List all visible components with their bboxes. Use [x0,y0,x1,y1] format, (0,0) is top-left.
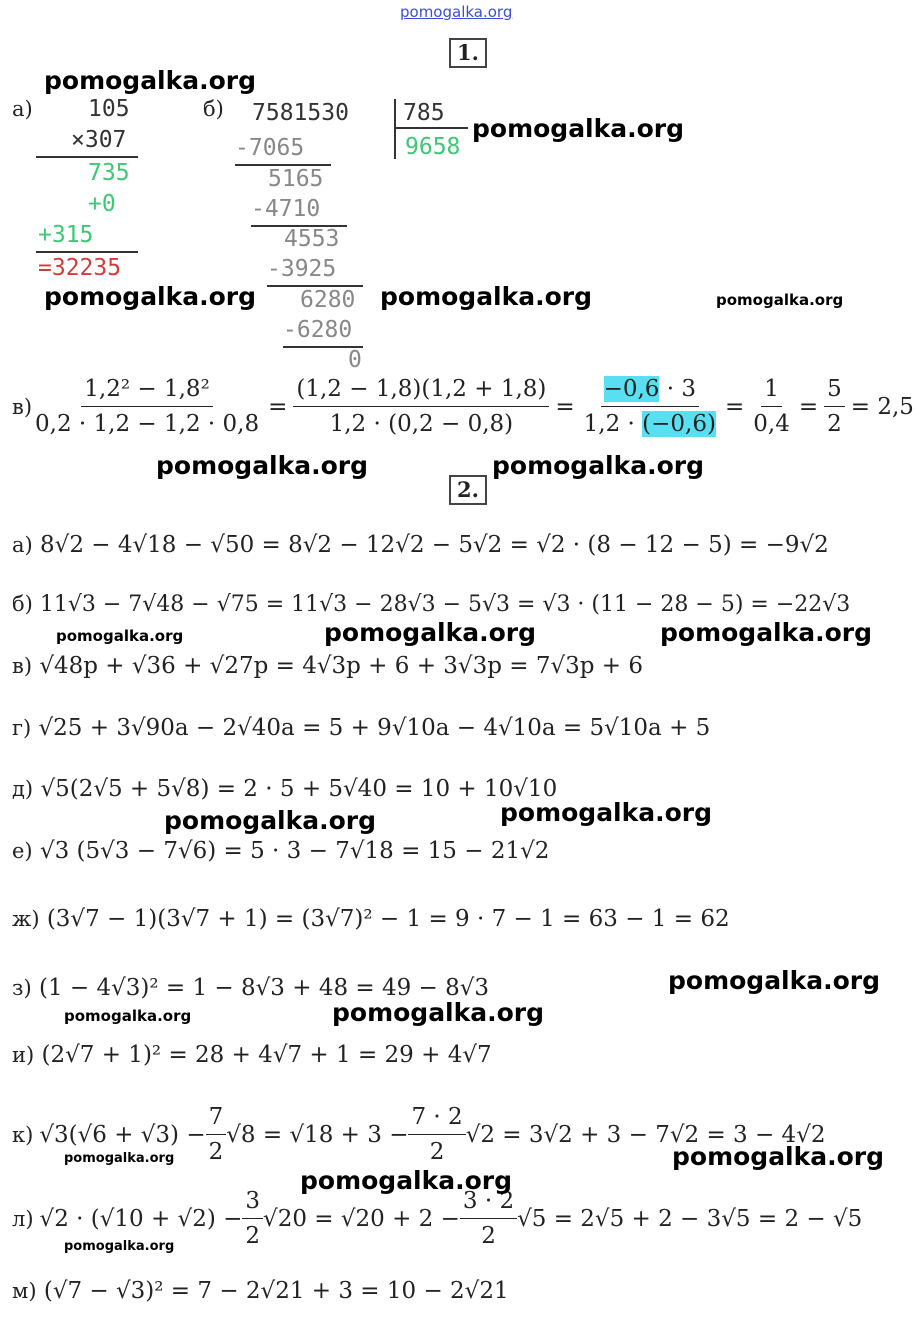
final-result: = 2,5 [850,393,914,420]
watermark: pomogalka.org [672,1142,885,1171]
task2-k-fraction-1-numerator: 7 [206,1100,227,1135]
highlight-paren-minus-0-6: (−0,6) [642,411,716,437]
task2-line-zh [12,906,730,932]
task2-m-expr: (√7 − √3)² = 7 − 2√21 + 3 = 10 − 2√21 [43,1278,509,1304]
task2-e-label: е) [12,839,33,863]
task2-d-expr: √5(2√5 + 5√8) = 2 · 5 + 5√40 = 10 + 10√10 [40,776,558,802]
fraction-3-numerator-rest: · 3 [659,376,697,402]
highlight-minus-0-6: −0,6 [603,376,660,402]
task2-l-fraction-1 [242,1184,263,1253]
watermark: pomogalka.org [380,282,593,311]
watermark: pomogalka.org [324,618,537,647]
equals-sign: = [798,393,819,420]
watermark: pomogalka.org [492,451,705,480]
task2-line-b [12,592,850,617]
division-step-1: -7065 [235,135,305,161]
task2-b-expr: 11√3 − 7√48 − √75 = 11√3 − 28√3 − 5√3 = √3 · (11 − 28 − 5) = −22√3 [39,592,851,617]
task2-k-label: к) [12,1122,34,1147]
task2-l-fraction-2-denominator: 2 [481,1223,496,1249]
task2-k-fraction-2-denominator: 2 [429,1139,445,1165]
task2-l-part1: √2 · (√10 + √2) − [39,1205,243,1232]
fraction-5 [824,372,845,441]
task2-k-part3: √2 = 3√2 + 3 − 7√2 = 3 − 4√2 [465,1121,826,1148]
task2-k-fraction-1 [206,1100,227,1169]
task2-line-e [12,838,549,864]
fraction-1-denominator: 0,2 · 1,2 − 1,2 · 0,8 [35,411,260,437]
equals-sign: = [555,393,575,420]
watermark: pomogalka.org [668,966,881,995]
task2-l-fraction-1-denominator: 2 [245,1223,261,1249]
task2-l-label: л) [12,1206,34,1231]
watermark: pomogalka.org [44,282,257,311]
watermark: pomogalka.org [164,806,377,835]
task2-l-fraction-1-numerator: 3 [242,1184,263,1219]
task2-k-fraction-1-denominator: 2 [208,1139,224,1165]
task1-v-label: в) [12,394,33,419]
task2-g-expr: √25 + 3√90a − 2√40a = 5 + 9√10a − 4√10a = 5√10a + 5 [38,715,711,741]
quotient: 9658 [405,134,461,160]
task2-line-a [12,532,829,558]
task2-k-fraction-2 [408,1100,465,1169]
division-remainder: 0 [348,347,362,373]
division-step-4: 4553 [284,226,340,252]
task2-line-v [12,653,643,679]
task2-i-label: и) [12,1043,35,1067]
task2-k-fraction-2-numerator: 7 · 2 [408,1100,465,1135]
watermark: pomogalka.org [332,998,545,1027]
divisor: 785 [403,100,445,126]
task2-zh-label: ж) [12,907,40,931]
dividend: 7581530 [252,100,349,126]
watermark: pomogalka.org [156,451,369,480]
mult-line-2 [36,251,138,253]
fraction-3 [581,372,719,441]
equals-sign: = [724,393,745,420]
fraction-1 [32,372,262,441]
watermark: pomogalka.org [300,1166,513,1195]
task2-a-label: а) [12,533,33,557]
fraction-4 [750,372,793,441]
watermark: pomogalka.org [44,66,257,95]
fraction-3-denominator-prefix: 1,2 · [583,411,643,437]
task2-line-g [12,715,710,741]
task-number-1: 1. [449,38,487,68]
task1-a-label: а) [12,97,33,121]
task2-k-part2: √8 = √18 + 3 − [226,1121,409,1148]
watermark: pomogalka.org [64,1151,175,1166]
task2-line-d [12,776,557,802]
task2-v-expr: √48p + √36 + √27p = 4√3p + 6 + 3√3p = 7√3p + 6 [39,653,643,679]
watermark: pomogalka.org [472,114,685,143]
partial-product-2: +0 [88,191,116,217]
partial-product-3: +315 [38,222,94,248]
division-step-5: -3925 [267,256,337,282]
fraction-2 [293,372,549,441]
task2-z-label: з) [12,976,32,1000]
task2-v-label: в) [12,654,33,678]
task2-line-m [12,1278,509,1304]
fraction-3-denominator [581,407,719,441]
fraction-2-numerator: (1,2 − 1,8)(1,2 + 1,8) [293,372,549,407]
multiplier: ×307 [71,127,127,153]
fraction-5-numerator: 5 [824,372,845,407]
fraction-3-numerator [601,372,699,407]
task1-v-expression [12,372,914,441]
task2-a-expr: 8√2 − 4√18 − √50 = 8√2 − 12√2 − 5√2 = √2 · (8 − 12 − 5) = −9√2 [40,532,829,558]
fraction-2-denominator: 1,2 · (0,2 − 0,8) [329,411,514,437]
watermark: pomogalka.org [716,291,844,309]
fraction-5-denominator: 2 [827,411,842,437]
watermark: pomogalka.org [56,627,184,645]
task2-i-expr: (2√7 + 1)² = 28 + 4√7 + 1 = 29 + 4√7 [41,1042,492,1068]
divisor-line [396,127,468,129]
watermark: pomogalka.org [660,618,873,647]
task2-zh-expr: (3√7 − 1)(3√7 + 1) = (3√7)² − 1 = 9 · 7 − 1 = 63 − 1 = 62 [46,906,730,932]
task2-d-label: д) [12,777,34,801]
watermark: pomogalka.org [64,1239,175,1254]
division-step-7: -6280 [283,317,353,343]
task2-l-fraction-2-numerator: 3 · 2 [460,1184,517,1219]
watermark: pomogalka.org [64,1007,192,1025]
equals-sign: = [268,393,288,420]
partial-product-1: 735 [88,160,130,186]
task1-b-label: б) [203,97,224,121]
division-step-3: -4710 [251,196,321,222]
task2-m-label: м) [12,1279,37,1303]
fraction-4-numerator: 1 [761,372,782,407]
task2-l-part3: √5 = 2√5 + 2 − 3√5 = 2 − √5 [517,1205,863,1232]
task2-k-part1: √3(√6 + √3) − [39,1121,206,1148]
division-step-2: 5165 [268,166,324,192]
task-number-2: 2. [449,475,487,505]
division-vertical-bar [394,99,396,159]
task2-g-label: г) [12,716,32,740]
fraction-1-numerator: 1,2² − 1,8² [81,372,213,407]
fraction-4-denominator: 0,4 [753,411,790,437]
site-link[interactable]: pomogalka.org [400,3,513,21]
task2-line-i [12,1042,492,1068]
task2-l-part2: √20 = √20 + 2 − [263,1205,460,1232]
division-step-6: 6280 [300,287,356,313]
product-result: =32235 [38,255,122,281]
multiplicand: 105 [88,96,130,122]
mult-line-1 [36,156,138,158]
task2-b-label: б) [12,592,33,616]
task2-z-expr: (1 − 4√3)² = 1 − 8√3 + 48 = 49 − 8√3 [38,975,490,1001]
watermark: pomogalka.org [500,798,713,827]
task2-e-expr: √3 (5√3 − 7√6) = 5 · 3 − 7√18 = 15 − 21√2 [39,838,550,864]
